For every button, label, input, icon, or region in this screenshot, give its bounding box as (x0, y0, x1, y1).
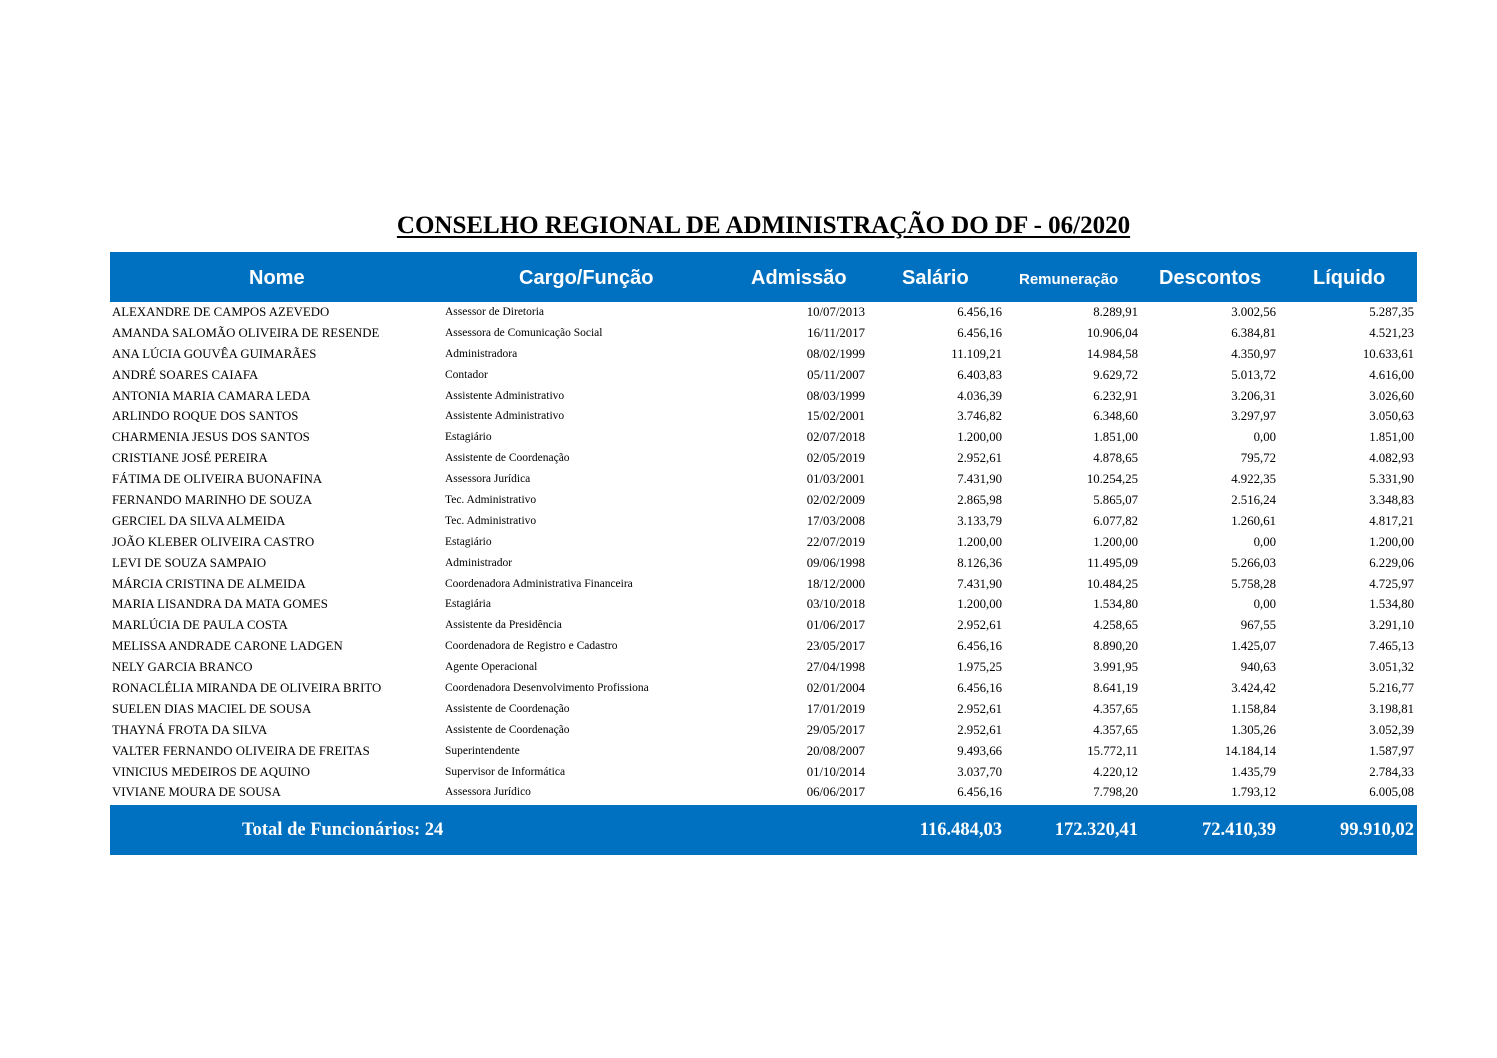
cell-liquido: 6.229,06 (1369, 555, 1414, 570)
cell-cargo: Coordenadora Administrativa Financeira (445, 577, 633, 590)
cell-liquido: 7.465,13 (1369, 639, 1414, 654)
payroll-table (110, 252, 1417, 855)
cell-salario: 2.952,61 (957, 451, 1002, 466)
cell-cargo: Coordenadora de Registro e Cadastro (445, 640, 618, 653)
cell-remuneracao: 7.798,20 (1093, 785, 1138, 800)
column-header-remuneracao: Remuneração (1019, 271, 1119, 288)
cell-salario: 4.036,39 (957, 388, 1002, 403)
cell-admissao: 01/06/2017 (806, 618, 865, 633)
cell-liquido: 10.633,61 (1362, 346, 1414, 361)
cell-cargo: Assistente da Presidência (445, 619, 562, 632)
cell-admissao: 02/01/2004 (806, 681, 865, 696)
cell-admissao: 17/01/2019 (806, 701, 865, 716)
table-row (110, 782, 1417, 803)
cell-remuneracao: 6.077,82 (1093, 513, 1138, 528)
cell-remuneracao: 1.200,00 (1093, 534, 1138, 549)
cell-descontos: 967,55 (1240, 618, 1276, 633)
table-row (110, 574, 1417, 595)
cell-cargo: Tec. Administrativo (445, 494, 537, 507)
table-row (110, 762, 1417, 783)
cell-descontos: 0,00 (1253, 534, 1276, 549)
cell-cargo: Estagiário (445, 431, 492, 444)
cell-admissao: 27/04/1998 (806, 660, 865, 675)
cell-remuneracao: 14.984,58 (1086, 346, 1138, 361)
cell-nome: VALTER FERNANDO OLIVEIRA DE FREITAS (112, 743, 370, 758)
table-row (110, 323, 1417, 344)
cell-remuneracao: 4.258,65 (1093, 618, 1138, 633)
cell-liquido: 1.587,97 (1369, 743, 1414, 758)
cell-nome: VINICIUS MEDEIROS DE AQUINO (112, 764, 310, 779)
table-row (110, 469, 1417, 490)
cell-descontos: 1.158,84 (1231, 701, 1276, 716)
cell-salario: 2.865,98 (957, 493, 1002, 508)
cell-cargo: Assessora Jurídico (445, 786, 531, 799)
cell-descontos: 1.425,07 (1231, 639, 1276, 654)
table-row (110, 532, 1417, 553)
cell-cargo: Assistente Administrativo (445, 389, 565, 402)
cell-salario: 2.952,61 (957, 618, 1002, 633)
cell-admissao: 01/03/2001 (806, 472, 865, 487)
cell-descontos: 1.305,26 (1231, 722, 1276, 737)
cell-nome: ANDRÉ SOARES CAIAFA (112, 367, 259, 382)
cell-nome: FERNANDO MARINHO DE SOUZA (112, 493, 313, 508)
cell-nome: LEVI DE SOUZA SAMPAIO (112, 555, 267, 570)
cell-cargo: Assistente de Coordenação (445, 452, 570, 465)
cell-admissao: 06/06/2017 (806, 785, 865, 800)
cell-nome: MELISSA ANDRADE CARONE LADGEN (112, 639, 343, 654)
cell-salario: 6.456,16 (957, 785, 1002, 800)
cell-cargo: Assessora Jurídica (445, 473, 531, 486)
cell-admissao: 17/03/2008 (806, 513, 865, 528)
cell-remuneracao: 8.641,19 (1093, 681, 1138, 696)
cell-descontos: 4.350,97 (1231, 346, 1276, 361)
cell-liquido: 3.198,81 (1369, 701, 1414, 716)
cell-remuneracao: 15.772,11 (1087, 743, 1138, 758)
cell-admissao: 22/07/2019 (806, 534, 865, 549)
cell-nome: MARIA LISANDRA DA MATA GOMES (112, 597, 328, 612)
total-salario: 116.484,03 (919, 820, 1002, 841)
cell-nome: FÁTIMA DE OLIVEIRA BUONAFINA (112, 472, 323, 487)
column-header-admissao: Admissão (751, 267, 847, 289)
cell-cargo: Administradora (445, 347, 518, 360)
cell-salario: 6.456,16 (957, 325, 1002, 340)
cell-liquido: 4.817,21 (1369, 513, 1414, 528)
table-body (110, 302, 1417, 803)
cell-liquido: 3.291,10 (1369, 618, 1414, 633)
cell-liquido: 5.216,77 (1369, 681, 1414, 696)
table-row (110, 365, 1417, 386)
cell-salario: 6.403,83 (957, 367, 1002, 382)
table-row (110, 302, 1417, 323)
cell-cargo: Assistente de Coordenação (445, 723, 570, 736)
table-row (110, 448, 1417, 469)
cell-descontos: 3.424,42 (1231, 681, 1276, 696)
cell-remuneracao: 5.865,07 (1093, 493, 1138, 508)
cell-liquido: 5.287,35 (1369, 305, 1414, 319)
cell-liquido: 4.616,00 (1369, 367, 1414, 382)
cell-liquido: 1.851,00 (1369, 430, 1414, 445)
cell-admissao: 01/10/2014 (806, 764, 865, 779)
cell-nome: MARLÚCIA DE PAULA COSTA (112, 618, 288, 633)
cell-salario: 3.746,82 (957, 409, 1002, 424)
cell-descontos: 1.435,79 (1231, 764, 1276, 779)
cell-remuneracao: 4.357,65 (1093, 722, 1138, 737)
cell-liquido: 3.052,39 (1369, 722, 1414, 737)
cell-nome: JOÃO KLEBER OLIVEIRA CASTRO (112, 534, 315, 549)
cell-descontos: 4.922,35 (1231, 472, 1276, 487)
cell-remuneracao: 9.629,72 (1093, 367, 1138, 382)
cell-descontos: 5.266,03 (1231, 555, 1276, 570)
cell-remuneracao: 10.484,25 (1086, 576, 1138, 591)
cell-cargo: Superintendente (445, 744, 520, 757)
cell-nome: ARLINDO ROQUE DOS SANTOS (112, 409, 299, 424)
table-row (110, 636, 1417, 657)
page-title: CONSELHO REGIONAL DE ADMINISTRAÇÃO DO DF - 06/2020 (396, 212, 1131, 239)
cell-liquido: 5.331,90 (1369, 472, 1414, 487)
cell-nome: THAYNÁ FROTA DA SILVA (112, 722, 268, 737)
cell-liquido: 3.051,32 (1369, 660, 1414, 675)
cell-cargo: Assistente Administrativo (445, 410, 565, 423)
cell-liquido: 3.348,83 (1369, 493, 1414, 508)
cell-admissao: 15/02/2001 (806, 409, 865, 424)
cell-remuneracao: 4.878,65 (1093, 451, 1138, 466)
cell-salario: 6.456,16 (957, 639, 1002, 654)
table-row (110, 553, 1417, 574)
cell-nome: ANTONIA MARIA CAMARA LEDA (112, 388, 311, 403)
table-row (110, 741, 1417, 762)
column-header-descontos: Descontos (1159, 267, 1262, 289)
cell-salario: 1.200,00 (957, 430, 1002, 445)
cell-nome: RONACLÉLIA MIRANDA DE OLIVEIRA BRITO (112, 681, 382, 696)
table-row (110, 678, 1417, 699)
cell-admissao: 16/11/2017 (807, 325, 865, 340)
cell-salario: 6.456,16 (957, 681, 1002, 696)
cell-cargo: Tec. Administrativo (445, 514, 537, 527)
cell-cargo: Estagiário (445, 535, 492, 548)
cell-descontos: 3.206,31 (1231, 388, 1276, 403)
column-header-salario: Salário (902, 267, 969, 289)
cell-cargo: Assistente de Coordenação (445, 702, 570, 715)
cell-liquido: 6.005,08 (1369, 785, 1414, 800)
cell-descontos: 1.260,61 (1231, 513, 1276, 528)
cell-remuneracao: 1.534,80 (1093, 597, 1138, 612)
cell-liquido: 3.026,60 (1369, 388, 1414, 403)
cell-salario: 1.200,00 (957, 597, 1002, 612)
cell-nome: CHARMENIA JESUS DOS SANTOS (112, 430, 310, 445)
cell-admissao: 20/08/2007 (806, 743, 865, 758)
cell-remuneracao: 8.289,91 (1093, 305, 1138, 319)
cell-liquido: 4.521,23 (1369, 325, 1414, 340)
total-remuneracao: 172.320,41 (1054, 820, 1138, 841)
cell-cargo: Supervisor de Informática (445, 765, 566, 778)
cell-descontos: 940,63 (1240, 660, 1276, 675)
cell-salario: 1.975,25 (957, 660, 1002, 675)
cell-cargo: Agente Operacional (445, 661, 538, 674)
table-row (110, 615, 1417, 636)
cell-nome: ALEXANDRE DE CAMPOS AZEVEDO (112, 305, 330, 319)
cell-admissao: 03/10/2018 (806, 597, 865, 612)
cell-salario: 3.037,70 (957, 764, 1002, 779)
table-row (110, 427, 1417, 448)
cell-cargo: Estagiária (445, 598, 491, 611)
cell-cargo: Assessora de Comunicação Social (445, 326, 603, 339)
cell-remuneracao: 6.348,60 (1093, 409, 1138, 424)
cell-salario: 3.133,79 (957, 513, 1002, 528)
cell-nome: MÁRCIA CRISTINA DE ALMEIDA (112, 576, 306, 591)
cell-descontos: 795,72 (1240, 451, 1276, 466)
table-row (110, 699, 1417, 720)
cell-liquido: 2.784,33 (1369, 764, 1414, 779)
cell-descontos: 3.002,56 (1231, 305, 1276, 319)
cell-salario: 2.952,61 (957, 722, 1002, 737)
table-header (110, 252, 1417, 302)
cell-descontos: 0,00 (1253, 597, 1276, 612)
cell-salario: 9.493,66 (957, 743, 1002, 758)
cell-remuneracao: 11.495,09 (1087, 555, 1138, 570)
table-row (110, 386, 1417, 407)
table-row (110, 594, 1417, 615)
cell-remuneracao: 3.991,95 (1093, 660, 1138, 675)
cell-descontos: 5.758,28 (1231, 576, 1276, 591)
cell-nome: ANA LÚCIA GOUVÊA GUIMARÃES (112, 346, 317, 361)
cell-admissao: 08/02/1999 (806, 346, 865, 361)
cell-salario: 8.126,36 (957, 555, 1002, 570)
total-descontos: 72.410,39 (1202, 820, 1276, 841)
cell-descontos: 14.184,14 (1224, 743, 1276, 758)
cell-remuneracao: 4.220,12 (1093, 764, 1138, 779)
cell-remuneracao: 10.906,04 (1086, 325, 1138, 340)
cell-descontos: 2.516,24 (1231, 493, 1276, 508)
cell-admissao: 10/07/2013 (806, 305, 865, 319)
total-liquido: 99.910,02 (1340, 820, 1414, 841)
cell-admissao: 02/05/2019 (806, 451, 865, 466)
cell-remuneracao: 6.232,91 (1093, 388, 1138, 403)
cell-salario: 2.952,61 (957, 701, 1002, 716)
column-header-cargo: Cargo/Função (519, 267, 654, 289)
table-row (110, 657, 1417, 678)
total-employees-label: Total de Funcionários: 24 (242, 820, 444, 841)
cell-remuneracao: 1.851,00 (1093, 430, 1138, 445)
cell-admissao: 29/05/2017 (806, 722, 865, 737)
cell-liquido: 1.534,80 (1369, 597, 1414, 612)
cell-salario: 7.431,90 (957, 576, 1002, 591)
cell-admissao: 23/05/2017 (806, 639, 865, 654)
cell-salario: 6.456,16 (957, 305, 1002, 319)
column-header-nome: Nome (249, 267, 305, 289)
cell-admissao: 08/03/1999 (806, 388, 865, 403)
cell-admissao: 18/12/2000 (806, 576, 865, 591)
cell-nome: GERCIEL DA SILVA ALMEIDA (112, 513, 286, 528)
cell-cargo: Contador (445, 368, 488, 381)
cell-liquido: 4.082,93 (1369, 451, 1414, 466)
table-row (110, 490, 1417, 511)
cell-admissao: 02/02/2009 (806, 493, 865, 508)
cell-cargo: Assessor de Diretoria (445, 306, 545, 318)
cell-admissao: 09/06/1998 (806, 555, 865, 570)
cell-nome: SUELEN DIAS MACIEL DE SOUSA (112, 701, 312, 716)
cell-cargo: Coordenadora Desenvolvimento Profissiona (445, 682, 649, 695)
cell-nome: CRISTIANE JOSÉ PEREIRA (112, 451, 268, 466)
cell-salario: 1.200,00 (957, 534, 1002, 549)
cell-liquido: 1.200,00 (1369, 534, 1414, 549)
cell-descontos: 3.297,97 (1231, 409, 1276, 424)
cell-nome: NELY GARCIA BRANCO (112, 660, 253, 675)
cell-cargo: Administrador (445, 556, 513, 569)
cell-remuneracao: 8.890,20 (1093, 639, 1138, 654)
table-row (110, 344, 1417, 365)
table-footer (110, 805, 1417, 855)
cell-admissao: 02/07/2018 (806, 430, 865, 445)
cell-liquido: 4.725,97 (1369, 576, 1414, 591)
cell-descontos: 1.793,12 (1231, 785, 1276, 800)
cell-descontos: 5.013,72 (1231, 367, 1276, 382)
cell-liquido: 3.050,63 (1369, 409, 1414, 424)
table-row (110, 720, 1417, 741)
table-row (110, 406, 1417, 427)
cell-descontos: 6.384,81 (1231, 325, 1276, 340)
cell-salario: 7.431,90 (957, 472, 1002, 487)
cell-descontos: 0,00 (1253, 430, 1276, 445)
cell-nome: VIVIANE MOURA DE SOUSA (112, 785, 281, 800)
column-header-liquido: Líquido (1313, 267, 1386, 289)
cell-salario: 11.109,21 (951, 346, 1002, 361)
cell-nome: AMANDA SALOMÃO OLIVEIRA DE RESENDE (112, 325, 380, 340)
table-row (110, 511, 1417, 532)
cell-remuneracao: 10.254,25 (1086, 472, 1138, 487)
cell-admissao: 05/11/2007 (807, 367, 865, 382)
cell-remuneracao: 4.357,65 (1093, 701, 1138, 716)
